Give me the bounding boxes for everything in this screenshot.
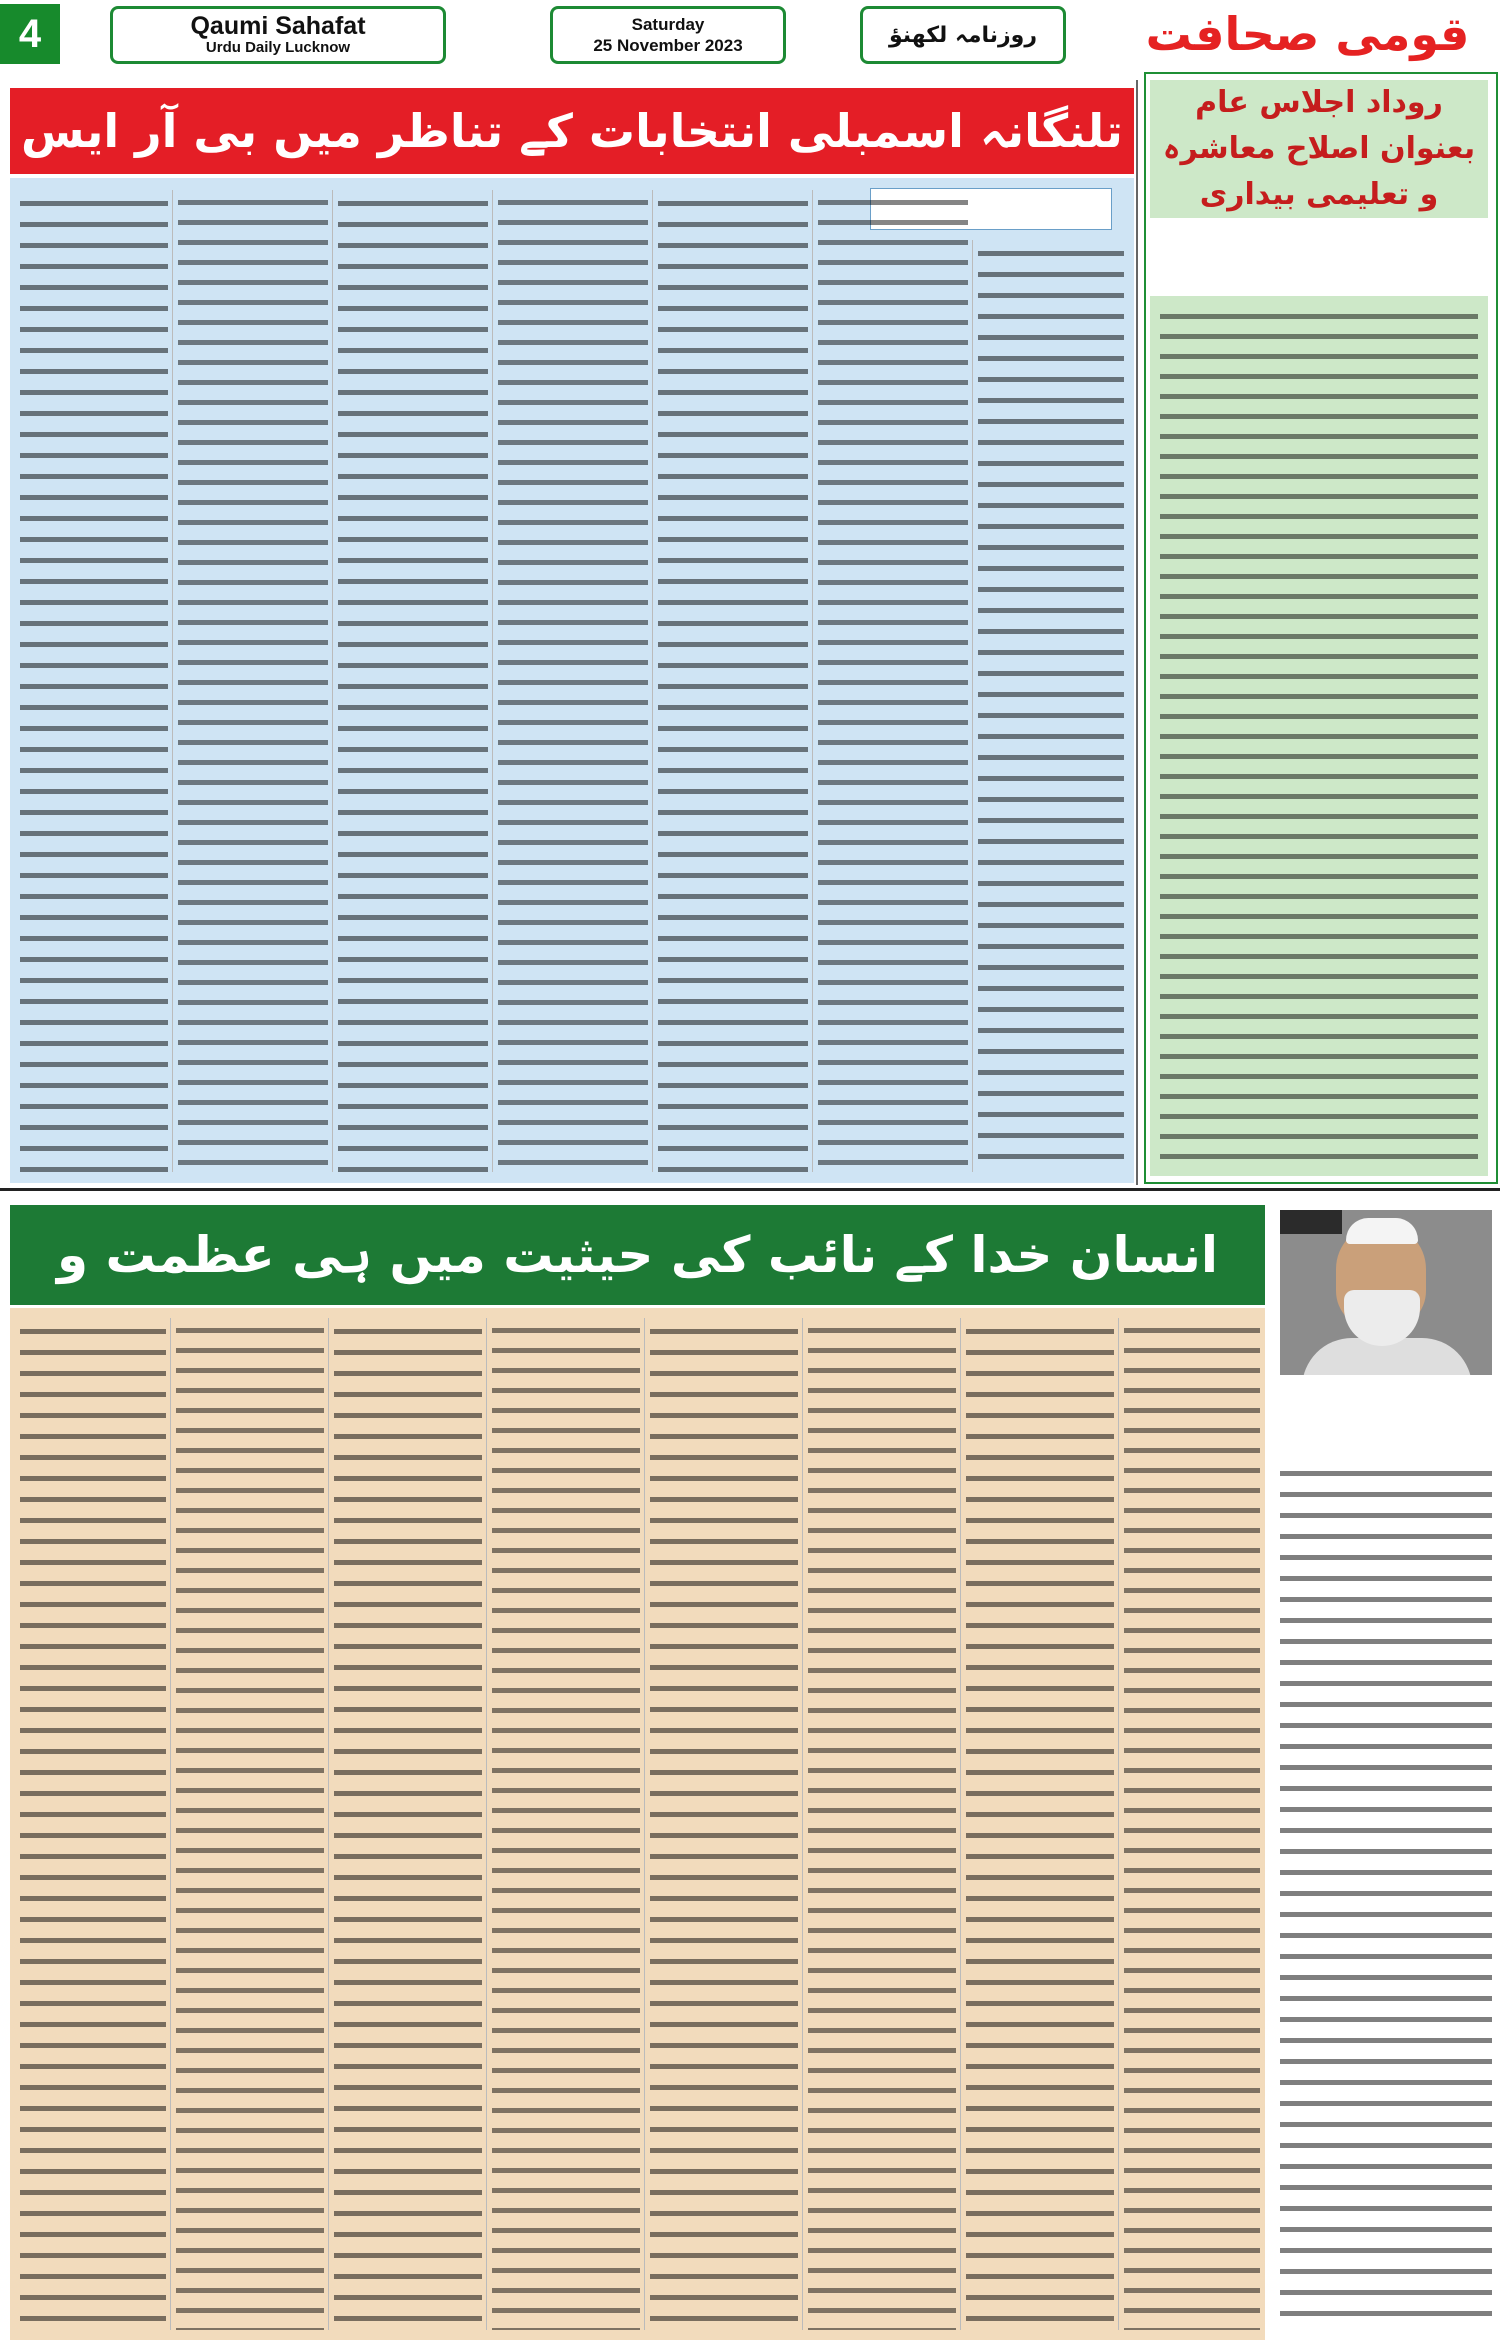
bottom-article-column-2 bbox=[966, 1318, 1114, 2330]
top-article-column-5 bbox=[338, 190, 488, 1172]
column-divider bbox=[652, 190, 653, 1172]
top-article-column-2 bbox=[818, 190, 968, 1172]
top-article-column-7 bbox=[20, 190, 168, 1172]
date-box bbox=[550, 6, 786, 64]
top-article-headline: تلنگانہ اسمبلی انتخابات کے تناظر میں بی آر ایس bbox=[10, 88, 1134, 174]
urdu-daily-box bbox=[860, 6, 1066, 64]
column-divider bbox=[972, 240, 973, 1172]
column-divider bbox=[644, 1318, 645, 2330]
column-divider bbox=[328, 1318, 329, 2330]
paper-name-en: Qaumi Sahafat bbox=[190, 12, 366, 40]
bottom-article-author bbox=[1290, 1382, 1490, 1418]
column-divider bbox=[492, 190, 493, 1172]
photo-tag bbox=[1280, 1210, 1342, 1234]
page-number: 4 bbox=[0, 4, 60, 64]
paper-name-urdu: قومی صحافت bbox=[1145, 7, 1470, 61]
paper-subtitle-en: Urdu Daily Lucknow bbox=[205, 39, 351, 56]
bottom-article-column-5 bbox=[492, 1318, 640, 2330]
top-article-column-3 bbox=[658, 190, 808, 1172]
right-article-author bbox=[1165, 224, 1475, 258]
bottom-article-column-3 bbox=[808, 1318, 956, 2330]
column-divider bbox=[486, 1318, 487, 2330]
urdu-daily-label: روزنامہ لکھنؤ bbox=[888, 22, 1038, 48]
bottom-article-column-4 bbox=[650, 1318, 798, 2330]
paper-name-box bbox=[110, 6, 446, 64]
bottom-article-column-6 bbox=[334, 1318, 482, 2330]
publication-day: Saturday bbox=[631, 15, 705, 34]
top-article-column-4 bbox=[498, 190, 648, 1172]
bottom-article-column-7 bbox=[176, 1318, 324, 2330]
column-divider bbox=[1118, 1318, 1119, 2330]
bottom-article-column-8 bbox=[20, 1318, 166, 2330]
right-article-headline: روداد اجلاس عام بعنوان اصلاح معاشرہ و تعلیمی بیداری bbox=[1162, 85, 1476, 212]
right-article-body bbox=[1160, 304, 1478, 1170]
column-divider bbox=[812, 190, 813, 1172]
bottom-article-headline: انسان خدا کے نائب کی حیثیت میں ہی عظمت و bbox=[10, 1205, 1265, 1305]
bottom-article-column-1 bbox=[1124, 1318, 1260, 2330]
top-article-column-6 bbox=[178, 190, 328, 1172]
column-divider bbox=[170, 1318, 171, 2330]
column-divider bbox=[802, 1318, 803, 2330]
column-divider bbox=[332, 190, 333, 1172]
horizontal-divider bbox=[0, 1188, 1500, 1191]
column-divider bbox=[960, 1318, 961, 2330]
bottom-article-author-title bbox=[1290, 1422, 1490, 1452]
section-divider bbox=[1136, 80, 1138, 1185]
masthead bbox=[0, 0, 1500, 70]
right-article-affiliation bbox=[1165, 262, 1475, 288]
publication-date: 25 November 2023 bbox=[593, 36, 743, 55]
photo-cap bbox=[1346, 1218, 1418, 1244]
column-divider bbox=[172, 190, 173, 1172]
top-article-column-1 bbox=[978, 240, 1124, 1172]
bottom-article-side-column bbox=[1280, 1460, 1492, 2330]
author-photo bbox=[1280, 1210, 1492, 1375]
